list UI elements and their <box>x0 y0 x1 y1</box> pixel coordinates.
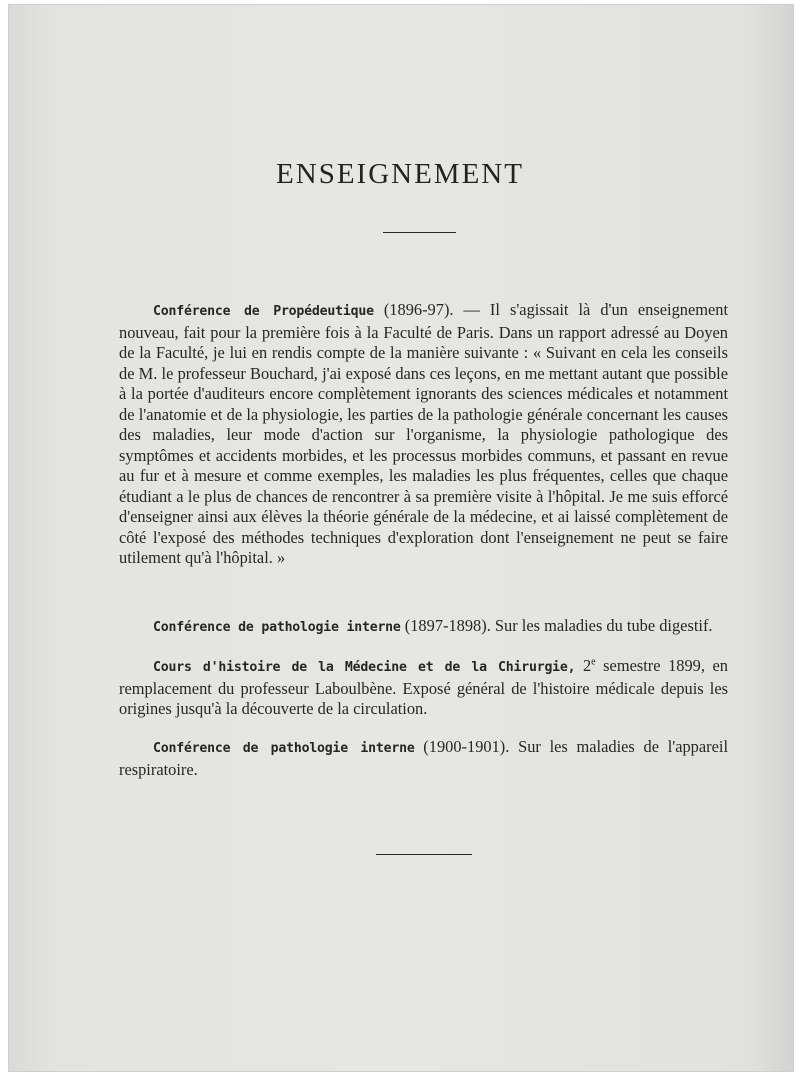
entry-text: (1900-1901). Sur les maladies de l'appareil respiratoire. <box>119 737 728 779</box>
entry-pathologie-1900 <box>119 737 728 780</box>
title-divider <box>383 232 456 233</box>
entry-text: (1897-1898). Sur les maladies du tube digestif. <box>400 616 713 635</box>
page-title: ENSEIGNEMENT <box>276 158 524 190</box>
entry-pathologie-1897 <box>119 616 728 639</box>
entry-text: (1896-97). — Il s'agissait là d'un enseignement nouveau, fait pour la première fois à la Faculté de Paris. Dans un rapport adressé au Doyen de la Faculté, je lui en rendis compte de la manière suivante : « Suivant en cela les conseils de M. le professeur Bouchard, j'ai exposé dans ces leçons, en me mettant autant que possible à la portée d'auditeurs encore complètement ignorants des sciences médicales et notamment de l'anatomie et de la physiologie, les parties de la pathologie générale concernant les causes des maladies, leur mode d'action sur l'organisme, la physiologie pathologique des symptômes et accidents morbides, et les processus morbides communs, et passant en revue au fur et à mesure et comme exemples, les maladies les plus fréquentes, celles que chaque étudiant a le plus de chances de rencontrer à sa première visite à l'hôpital. Je me suis efforcé d'enseigner ainsi aux élèves la théorie générale de la médecine, et ai laissé complètement de côté l'exposé des méthodes techniques d'exploration dont l'enseignement ne peut se faire utilement qu'à l'hôpital. » <box>119 300 729 567</box>
entry-propedeutique <box>119 300 728 569</box>
end-divider <box>376 854 472 855</box>
entry-text: semestre 1899, en remplacement du professeur Laboulbène. Exposé général de l'histoire médicale depuis les origines jusqu'à la découverte de la circulation. <box>119 656 728 718</box>
entry-histoire-medecine <box>119 656 728 720</box>
entry-lead: Conférence de Propédeutique <box>153 304 374 319</box>
entry-lead: Conférence de pathologie interne <box>153 741 415 756</box>
entry-lead: Conférence de pathologie interne <box>153 620 401 635</box>
entry-lead: Cours d'histoire de la Médecine et de la Chirurgie, <box>153 660 576 675</box>
superscript: e <box>591 656 596 668</box>
entry-text-before-sup: 2 <box>575 656 592 675</box>
